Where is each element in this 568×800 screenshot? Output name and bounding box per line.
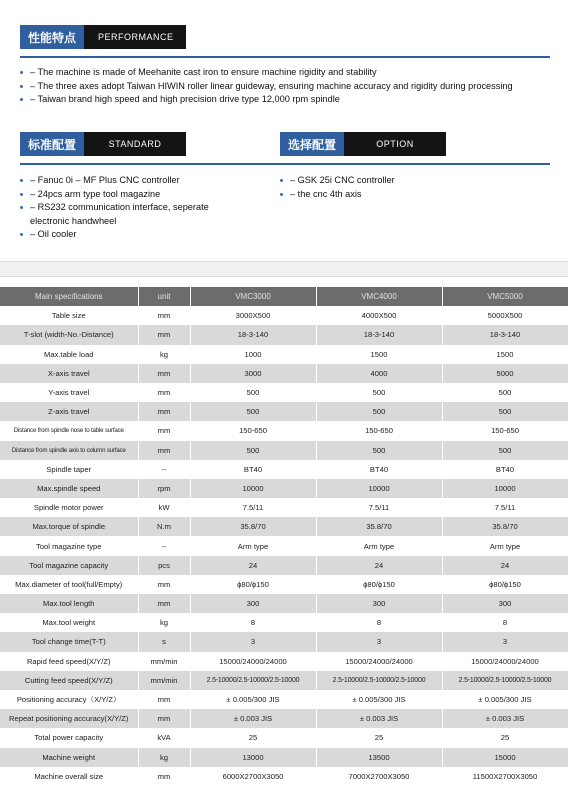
spec-name-cell: Total power capacity	[0, 728, 138, 747]
value-cell: 500	[442, 383, 568, 402]
value-cell: 7.5/11	[316, 498, 442, 517]
value-cell: 7.5/11	[442, 498, 568, 517]
table-row	[0, 383, 568, 402]
unit-cell: N.m	[138, 517, 190, 536]
spec-name-cell: Max.diameter of tool(full/Empty)	[0, 575, 138, 594]
value-cell: Arm type	[190, 536, 316, 555]
value-cell: ϕ80/ϕ150	[316, 575, 442, 594]
value-cell: 18-3-140	[316, 325, 442, 344]
value-cell: 35.8/70	[442, 517, 568, 536]
value-cell: 35.8/70	[316, 517, 442, 536]
unit-cell: mm	[138, 383, 190, 402]
value-cell: 3	[442, 632, 568, 651]
spec-name-cell: Rapid feed speed(X/Y/Z)	[0, 652, 138, 671]
value-cell: 24	[190, 556, 316, 575]
value-cell: 3	[190, 632, 316, 651]
table-row	[0, 460, 568, 479]
spec-name-cell: Table size	[0, 306, 138, 325]
value-cell: 11500X2700X3050	[442, 767, 568, 786]
standard-rule	[20, 163, 550, 165]
value-cell: 15000/24000/24000	[316, 652, 442, 671]
table-row	[0, 575, 568, 594]
value-cell: 2.5-10000/2.5-10000/2.5-10000	[442, 671, 568, 690]
value-cell: 500	[442, 441, 568, 460]
unit-cell: mm	[138, 690, 190, 709]
table-row	[0, 709, 568, 728]
value-cell: 500	[190, 402, 316, 421]
value-cell: 25	[316, 728, 442, 747]
value-cell: 10000	[442, 479, 568, 498]
spec-name-cell: X-axis travel	[0, 364, 138, 383]
list-item: – RS232 communication interface, seperate electronic handwheel	[20, 201, 245, 228]
spec-name-cell: Repeat positioning accuracy(X/Y/Z)	[0, 709, 138, 728]
value-cell: 18-3-140	[190, 325, 316, 344]
value-cell: 150-650	[442, 421, 568, 440]
value-cell: ± 0.005/300 JIS	[316, 690, 442, 709]
value-cell: 15000/24000/24000	[190, 652, 316, 671]
list-item: – 24pcs arm type tool magazine	[20, 188, 245, 202]
value-cell: 1500	[442, 345, 568, 364]
unit-cell: mm	[138, 306, 190, 325]
table-row	[0, 517, 568, 536]
table-row	[0, 402, 568, 421]
unit-cell: mm	[138, 421, 190, 440]
spec-name-cell: Max.tool weight	[0, 613, 138, 632]
value-cell: 500	[190, 441, 316, 460]
table-row	[0, 479, 568, 498]
unit-cell: --	[138, 536, 190, 555]
unit-cell: mm	[138, 325, 190, 344]
value-cell: 8	[442, 613, 568, 632]
spec-name-cell: Z-axis travel	[0, 402, 138, 421]
value-cell: 300	[316, 594, 442, 613]
list-item: – The machine is made of Meehanite cast iron to ensure machine rigidity and stability	[20, 66, 560, 80]
table-header-cell: VMC4000	[316, 287, 442, 306]
value-cell: 6000X2700X3050	[190, 767, 316, 786]
spec-name-cell: Max.tool length	[0, 594, 138, 613]
value-cell: ± 0.005/300 JIS	[442, 690, 568, 709]
unit-cell: pcs	[138, 556, 190, 575]
performance-title-cn: 性能特点	[20, 25, 84, 49]
value-cell: 24	[442, 556, 568, 575]
table-row	[0, 325, 568, 344]
performance-list	[20, 66, 560, 107]
performance-rule	[20, 56, 550, 58]
value-cell: 7000X2700X3050	[316, 767, 442, 786]
value-cell: 5000X500	[442, 306, 568, 325]
unit-cell: mm/min	[138, 652, 190, 671]
spec-name-cell: Max.spindle speed	[0, 479, 138, 498]
performance-header	[20, 25, 186, 49]
table-row	[0, 364, 568, 383]
unit-cell: mm	[138, 709, 190, 728]
value-cell: 500	[316, 441, 442, 460]
spec-name-cell: T-slot (width-No.-Distance)	[0, 325, 138, 344]
spec-name-cell: Spindle motor power	[0, 498, 138, 517]
spec-name-cell: Tool change time(T-T)	[0, 632, 138, 651]
table-row	[0, 441, 568, 460]
standard-title-cn: 标准配置	[20, 132, 84, 156]
unit-cell: mm	[138, 575, 190, 594]
table-row	[0, 536, 568, 555]
spec-name-cell: Y-axis travel	[0, 383, 138, 402]
value-cell: 3	[316, 632, 442, 651]
spec-name-cell: Cutting feed speed(X/Y/Z)	[0, 671, 138, 690]
table-row	[0, 671, 568, 690]
list-item: – The three axes adopt Taiwan HIWIN roller linear guideway, ensuring machine accuracy and rigidity during processing	[20, 80, 560, 94]
value-cell: 3000X500	[190, 306, 316, 325]
value-cell: 15000/24000/24000	[442, 652, 568, 671]
value-cell: 1500	[316, 345, 442, 364]
value-cell: 10000	[190, 479, 316, 498]
value-cell: 24	[316, 556, 442, 575]
value-cell: 500	[316, 402, 442, 421]
table-row	[0, 728, 568, 747]
spec-name-cell: Machine weight	[0, 748, 138, 767]
value-cell: 150-650	[316, 421, 442, 440]
unit-cell: kg	[138, 613, 190, 632]
unit-cell: kg	[138, 748, 190, 767]
section-divider	[0, 261, 568, 277]
option-header	[280, 132, 446, 156]
value-cell: Arm type	[316, 536, 442, 555]
value-cell: 35.8/70	[190, 517, 316, 536]
value-cell: 18-3-140	[442, 325, 568, 344]
option-title-cn: 选择配置	[280, 132, 344, 156]
spec-name-cell: Tool magazine type	[0, 536, 138, 555]
value-cell: 500	[442, 402, 568, 421]
list-item: – Fanuc 0i – MF Plus CNC controller	[20, 174, 245, 188]
table-header-cell: VMC5000	[442, 287, 568, 306]
spec-name-cell: Positioning accuracy（X/Y/Z）	[0, 690, 138, 709]
value-cell: 300	[442, 594, 568, 613]
table-row	[0, 421, 568, 440]
value-cell: 4000	[316, 364, 442, 383]
option-4th-axis-text: – the cnc 4th axis	[290, 188, 362, 199]
table-row	[0, 652, 568, 671]
value-cell: ± 0.003 JIS	[190, 709, 316, 728]
table-row	[0, 767, 568, 786]
table-header-cell: VMC3000	[190, 287, 316, 306]
value-cell: ± 0.005/300 JIS	[190, 690, 316, 709]
spec-name-cell: Tool magazine capacity	[0, 556, 138, 575]
list-item: – Taiwan brand high speed and high precision drive type 12,000 rpm spindle	[20, 93, 560, 107]
value-cell: 15000	[442, 748, 568, 767]
table-header-row	[0, 287, 568, 306]
list-item: – GSK 25i CNC controller	[280, 174, 540, 188]
standard-title-en: STANDARD	[84, 132, 186, 156]
table-row	[0, 594, 568, 613]
value-cell: 5000	[442, 364, 568, 383]
value-cell: 2.5-10000/2.5-10000/2.5-10000	[316, 671, 442, 690]
unit-cell: mm	[138, 767, 190, 786]
value-cell: 13500	[316, 748, 442, 767]
unit-cell: rpm	[138, 479, 190, 498]
table-header-cell: Main specifications	[0, 287, 138, 306]
table-row	[0, 498, 568, 517]
value-cell: 500	[316, 383, 442, 402]
table-body	[0, 306, 568, 786]
value-cell: ± 0.003 JIS	[442, 709, 568, 728]
unit-cell: --	[138, 460, 190, 479]
option-list	[280, 174, 540, 201]
specifications-table	[0, 287, 568, 786]
table-row	[0, 345, 568, 364]
value-cell: 500	[190, 383, 316, 402]
performance-title-en: PERFORMANCE	[84, 25, 186, 49]
value-cell: Arm type	[442, 536, 568, 555]
option-title-en: OPTION	[344, 132, 446, 156]
value-cell: 3000	[190, 364, 316, 383]
table-row	[0, 748, 568, 767]
unit-cell: s	[138, 632, 190, 651]
unit-cell: mm/min	[138, 671, 190, 690]
value-cell: 4000X500	[316, 306, 442, 325]
standard-header	[20, 132, 186, 156]
unit-cell: mm	[138, 402, 190, 421]
spec-name-cell: Max.torque of spindle	[0, 517, 138, 536]
value-cell: 8	[190, 613, 316, 632]
value-cell: 2.5-10000/2.5-10000/2.5-10000	[190, 671, 316, 690]
spec-name-cell: Distance from spindle axis to column surface	[0, 441, 138, 460]
value-cell: 13000	[190, 748, 316, 767]
value-cell: 8	[316, 613, 442, 632]
value-cell: ± 0.003 JIS	[316, 709, 442, 728]
value-cell: 25	[442, 728, 568, 747]
unit-cell: kW	[138, 498, 190, 517]
table-row	[0, 613, 568, 632]
value-cell: BT40	[316, 460, 442, 479]
list-item	[280, 188, 540, 202]
value-cell: 1000	[190, 345, 316, 364]
spec-name-cell: Max.table load	[0, 345, 138, 364]
table-row	[0, 306, 568, 325]
unit-cell: kg	[138, 345, 190, 364]
unit-cell: kVA	[138, 728, 190, 747]
spec-name-cell: Spindle taper	[0, 460, 138, 479]
value-cell: 25	[190, 728, 316, 747]
list-item: – Oil cooler	[20, 228, 245, 242]
table-header-cell: unit	[138, 287, 190, 306]
value-cell: ϕ80/ϕ150	[190, 575, 316, 594]
spec-name-cell: Machine overall size	[0, 767, 138, 786]
value-cell: 300	[190, 594, 316, 613]
value-cell: 10000	[316, 479, 442, 498]
table-row	[0, 632, 568, 651]
table-row	[0, 556, 568, 575]
value-cell: BT40	[442, 460, 568, 479]
value-cell: 7.5/11	[190, 498, 316, 517]
spec-name-cell: Distance from spindle nose to table surface	[0, 421, 138, 440]
standard-list	[20, 174, 245, 242]
table-row	[0, 690, 568, 709]
unit-cell: mm	[138, 364, 190, 383]
value-cell: 150-650	[190, 421, 316, 440]
value-cell: BT40	[190, 460, 316, 479]
unit-cell: mm	[138, 594, 190, 613]
value-cell: ϕ80/ϕ150	[442, 575, 568, 594]
unit-cell: mm	[138, 441, 190, 460]
